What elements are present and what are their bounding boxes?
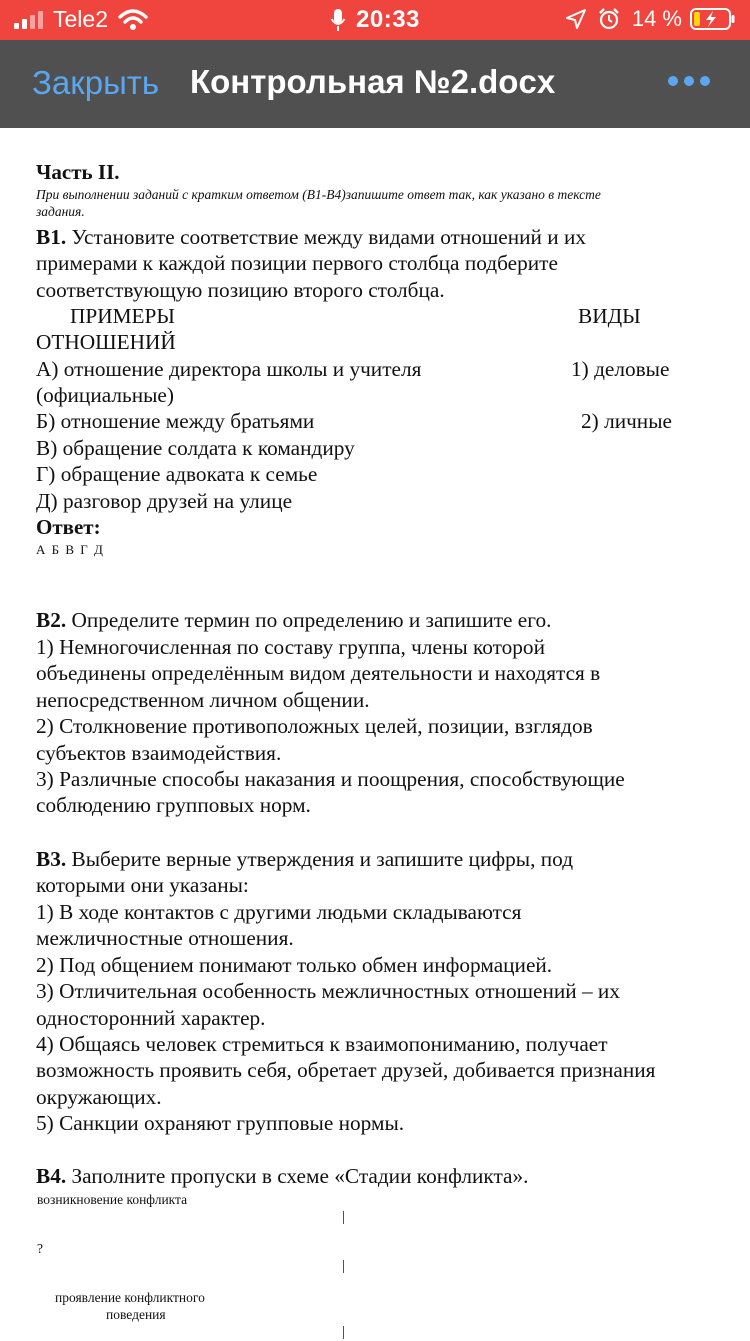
b3-line: 5) Санкции охраняют групповые нормы.: [36, 1111, 405, 1135]
b1-line-2: примерами к каждой позиции первого столбца подберите: [36, 251, 558, 275]
b1-answer-letters: А Б В Г Д: [36, 542, 105, 557]
b2-line: объединены определённым видом деятельности и находятся в: [36, 661, 601, 685]
b1-line-3: соответствующую позицию второго столбца.: [36, 278, 445, 302]
status-center: [330, 6, 420, 34]
b4-stage-3-line-2: поведения: [106, 1307, 166, 1322]
b1-item-v: В) обращение солдата к командиру: [36, 436, 355, 460]
b4-connector-1: |: [342, 1209, 346, 1225]
b1-item-g: Г) обращение адвоката к семье: [36, 462, 318, 486]
document-title: Контрольная №2.docx: [190, 63, 556, 100]
b3-line: возможность проявить себя, обретает друзей, добивается признания: [36, 1058, 656, 1082]
instruction-line-2: задания.: [36, 204, 85, 219]
status-right: [566, 6, 736, 32]
microphone-icon: [330, 8, 346, 32]
b3-line: односторонний характер.: [36, 1006, 266, 1030]
b1-type-1-cont: (официальные): [36, 383, 174, 407]
b3-line: 2) Под общением понимают только обмен информацией.: [36, 953, 553, 977]
b2-line: 3) Различные способы наказания и поощрения, способствующие: [36, 767, 625, 791]
carrier-name: Tele2: [53, 6, 108, 32]
b1-item-a: А) отношение директора школы и учителя: [36, 357, 422, 381]
b4-connector-2: |: [342, 1258, 346, 1274]
b4-line-1: [36, 1163, 528, 1189]
b2-text-1: Определите термин по определению и запишите его.: [66, 608, 552, 632]
b2-line: 1) Немногочисленная по составу группа, члены которой: [36, 635, 545, 659]
b3-number: В3.: [36, 847, 67, 871]
b3-text-1: Выберите верные утверждения и запишите цифры, под: [66, 847, 574, 871]
b2-line: непосредственном личном общении.: [36, 688, 370, 712]
instruction-line-1: При выполнении заданий с кратким ответом (В1-В4)запишите ответ так, как указано в тексте: [36, 187, 601, 202]
b2-line: субъектов взаимодействия.: [36, 741, 282, 765]
b1-answer-label: Ответ:: [36, 515, 101, 539]
b3-line: окружающих.: [36, 1085, 162, 1109]
b1-item-b: Б) отношение между братьями: [36, 409, 315, 433]
battery-charging-icon: [690, 7, 736, 31]
b1-text-1: Установите соответствие между видами отношений и их: [66, 225, 587, 249]
wifi-icon: [118, 9, 148, 31]
b1-type-1: 1) деловые: [571, 357, 670, 381]
b4-text-1: Заполните пропуски в схеме «Стадии конфликта».: [66, 1164, 529, 1188]
status-bar: [0, 0, 750, 40]
b1-col-types-cont: ОТНОШЕНИЙ: [36, 330, 176, 354]
clock: 20:33: [356, 6, 420, 33]
more-options-icon[interactable]: [668, 76, 710, 86]
close-button[interactable]: Закрыть: [32, 64, 160, 101]
b3-line: 1) В ходе контактов с другими людьми складываются: [36, 900, 522, 924]
part-title: Часть II.: [36, 160, 120, 184]
status-left: [14, 6, 148, 33]
b2-line-1: [36, 607, 551, 633]
document-toolbar: [0, 40, 750, 128]
b2-line: соблюдению групповых норм.: [36, 793, 311, 817]
b3-line-1: [36, 846, 573, 872]
b1-number: В1.: [36, 225, 67, 249]
b3-line: 3) Отличительная особенность межличностных отношений – их: [36, 979, 620, 1003]
b3-line: 4) Общаясь человек стремиться к взаимопониманию, получает: [36, 1032, 608, 1056]
signal-icon: [14, 11, 43, 29]
b4-stage-3-line-1: проявление конфликтного: [55, 1290, 205, 1305]
b1-col-examples: ПРИМЕРЫ: [70, 304, 175, 328]
b1-item-d: Д) разговор друзей на улице: [36, 489, 293, 513]
b4-number: В4.: [36, 1164, 67, 1188]
alarm-icon: [598, 8, 620, 30]
battery-percent: 14 %: [631, 6, 682, 31]
b3-line: которыми они указаны:: [36, 873, 249, 897]
b2-line: 2) Столкновение противоположных целей, позиции, взглядов: [36, 714, 593, 738]
b1-col-types: ВИДЫ: [578, 304, 641, 328]
b2-number: В2.: [36, 608, 67, 632]
b4-connector-3: |: [342, 1324, 346, 1340]
b1-line-1: [36, 224, 586, 250]
b1-type-2: 2) личные: [581, 409, 672, 433]
b3-line: межличностные отношения.: [36, 926, 294, 950]
b4-stage-2-blank: ?: [37, 1241, 43, 1256]
b4-stage-1: возникновение конфликта: [37, 1192, 188, 1207]
location-arrow-icon: [566, 9, 586, 29]
